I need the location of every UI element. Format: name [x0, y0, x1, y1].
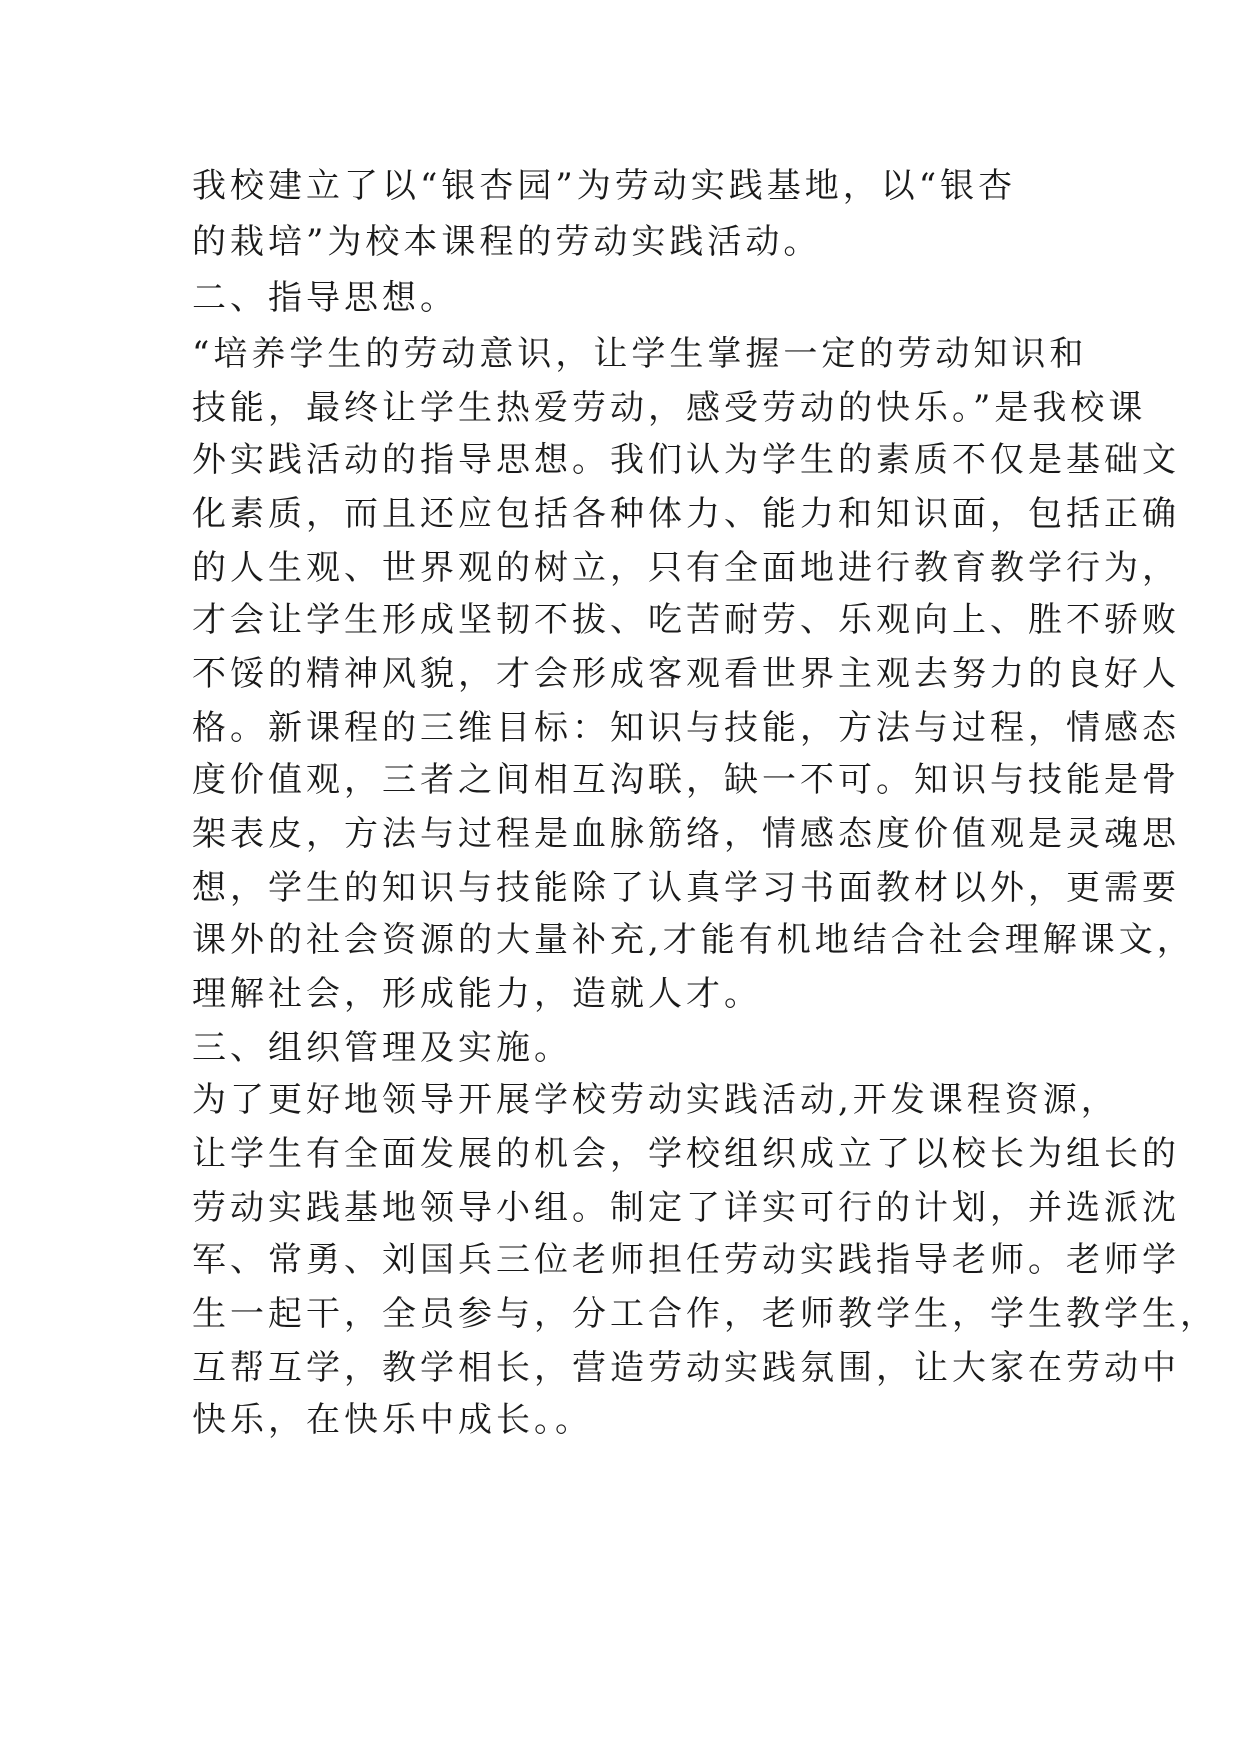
text-line: 架表皮，方法与过程是血脉筋络，情感态度价值观是灵魂思 — [192, 814, 1180, 854]
text-line: 生一起干，全员参与，分工合作，老师教学生，学生教学生， — [192, 1294, 1218, 1334]
text-line: 劳动实践基地领导小组。制定了详实可行的计划，并选派沈 — [192, 1188, 1180, 1228]
text-line: “培养学生的劳动意识，让学生掌握一定的劳动知识和 — [192, 334, 1088, 374]
text-line: 才会让学生形成坚韧不拔、吃苦耐劳、乐观向上、胜不骄败 — [192, 600, 1180, 640]
text-line: 技能，最终让学生热爱劳动，感受劳动的快乐。”是我校课 — [192, 388, 1147, 428]
text-line: 军、常勇、刘国兵三位老师担任劳动实践指导老师。老师学 — [192, 1240, 1180, 1280]
text-line: 我校建立了以“银杏园”为劳动实践基地，以“银杏 — [192, 166, 1017, 206]
text-line: 快乐，在快乐中成长。。 — [192, 1400, 593, 1440]
text-line: 度价值观，三者之间相互沟联，缺一不可。知识与技能是骨 — [192, 760, 1180, 800]
text-line: 外实践活动的指导思想。我们认为学生的素质不仅是基础文 — [192, 440, 1180, 480]
text-line: 不馁的精神风貌，才会形成客观看世界主观去努力的良好人 — [192, 654, 1180, 694]
text-line: 让学生有全面发展的机会，学校组织成立了以校长为组长的 — [192, 1134, 1180, 1174]
text-line: 理解社会，形成能力，造就人才。 — [192, 974, 762, 1014]
text-line: 互帮互学，教学相长，营造劳动实践氛围，让大家在劳动中 — [192, 1348, 1180, 1388]
section-heading: 二、指导思想。 — [192, 278, 458, 318]
text-line: 课外的社会资源的大量补充,才能有机地结合社会理解课文， — [192, 920, 1195, 960]
section-heading: 三、组织管理及实施。 — [192, 1028, 572, 1068]
text-line: 的人生观、世界观的树立，只有全面地进行教育教学行为， — [192, 548, 1180, 588]
text-line: 想，学生的知识与技能除了认真学习书面教材以外，更需要 — [192, 868, 1180, 908]
text-line: 的栽培”为校本课程的劳动实践活动。 — [192, 222, 822, 262]
text-line: 为了更好地领导开展学校劳动实践活动,开发课程资源， — [192, 1080, 1119, 1120]
text-line: 化素质，而且还应包括各种体力、能力和知识面，包括正确 — [192, 494, 1180, 534]
text-line: 格。新课程的三维目标：知识与技能，方法与过程，情感态 — [192, 708, 1180, 748]
